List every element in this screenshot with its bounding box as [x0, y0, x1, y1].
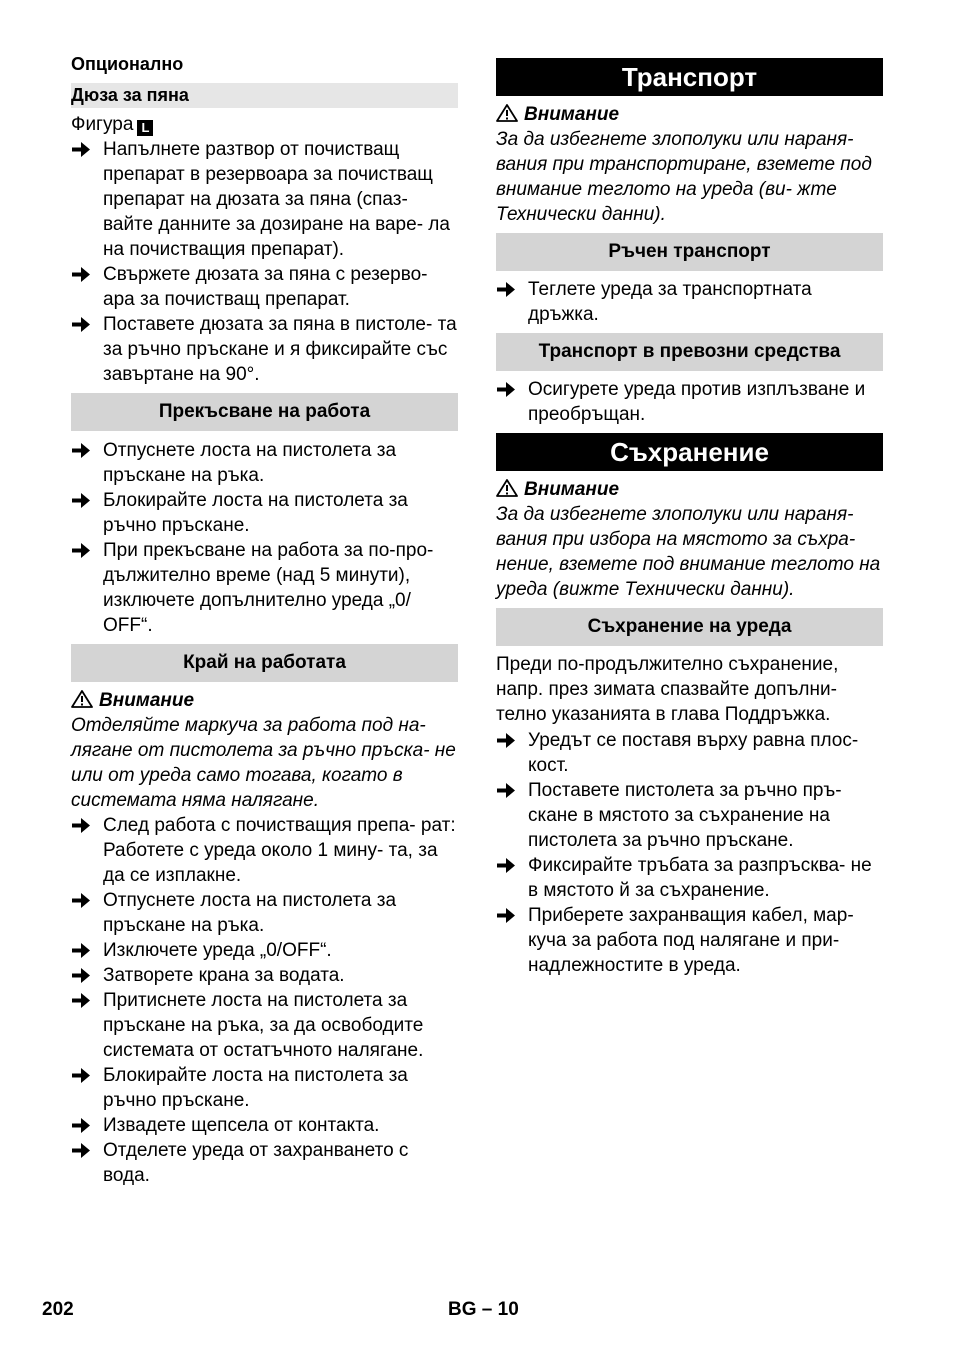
arrow-right-icon [71, 262, 93, 287]
arrow-right-icon [71, 888, 93, 913]
list-item: Затворете крана за водата. [71, 963, 458, 988]
storage-heading: Съхранение [496, 433, 883, 471]
arrow-right-icon [71, 137, 93, 162]
device-storage-intro: Преди по-продължително съхранение, напр. през зимата спазвайте допълни- телно указанията в глава Поддръжка. [496, 654, 839, 725]
arrow-right-icon [71, 963, 93, 988]
list-item: Изключете уреда „0/OFF“. [71, 938, 458, 963]
list-item: Осигурете уреда против изплъзване и преобръщан. [496, 377, 883, 427]
end-warning [71, 688, 458, 813]
warning-text: За да избегнете злополуки или нараня- вания при транспортиране, вземете под внимание теглото на уреда (ви- жте Технически данни). [496, 129, 872, 225]
list-item: Теглете уреда за транспортната дръжка. [496, 277, 883, 327]
warning-triangle-icon [496, 104, 518, 122]
vehicle-transport-heading: Транспорт в превозни средства [496, 333, 883, 371]
warning-heading: Внимание [496, 477, 883, 502]
list-item: Поставете дюзата за пяна в пистоле- та за ръчно пръскане и я фиксирайте със завъртане на 90°. [71, 312, 458, 387]
device-storage-list [496, 728, 883, 978]
end-steps-list [71, 813, 458, 1188]
figure-letter-box: L [137, 120, 153, 136]
vehicle-transport-list [496, 377, 883, 427]
list-item: Блокирайте лоста на пистолета за ръчно пръскане. [71, 488, 458, 538]
transport-heading: Транспорт [496, 58, 883, 96]
list-item: След работа с почистващия препа- рат: Работете с уреда около 1 мину- та, за да се изплакне. [71, 813, 458, 888]
figure-reference [71, 112, 153, 137]
arrow-right-icon [71, 538, 93, 563]
end-of-work-heading: Край на работата [71, 644, 458, 682]
arrow-right-icon [496, 377, 518, 402]
warning-text: За да избегнете злополуки или нараня- вания при избора на мястото за съхра- нение, вземете под внимание теглото на уреда (вижте Технически данни). [496, 504, 881, 600]
interrupt-work-heading: Прекъсване на работа [71, 393, 458, 431]
device-storage-heading: Съхранение на уреда [496, 608, 883, 646]
foam-nozzle-subheading: Дюза за пяна [71, 83, 458, 108]
list-item: Отпуснете лоста на пистолета за пръскане на ръка. [71, 888, 458, 938]
storage-warning [496, 477, 883, 602]
optional-heading: Опционално [71, 54, 184, 74]
list-item: Поставете пистолета за ръчно пръ- скане в мястото за съхранение на пистолета за ръчно пръскане. [496, 778, 883, 853]
transport-warning [496, 102, 883, 227]
list-item: Напълнете разтвор от почистващ препарат в резервоара за почистващ препарат на дюзата за пяна (спаз- вайте данните за дозиране на варе- ла на почистващия препарат). [71, 137, 458, 262]
section-label: BG – 10 [448, 1299, 519, 1320]
manual-transport-list [496, 277, 883, 327]
manual-transport-heading: Ръчен транспорт [496, 233, 883, 271]
arrow-right-icon [496, 903, 518, 928]
arrow-right-icon [71, 988, 93, 1013]
list-item: Уредът се поставя върху равна плос- кост. [496, 728, 883, 778]
list-item: Притиснете лоста на пистолета за пръскане на ръка, за да освободите системата от остатъчното налягане. [71, 988, 458, 1063]
list-item: Блокирайте лоста на пистолета за ръчно пръскане. [71, 1063, 458, 1113]
arrow-right-icon [71, 1063, 93, 1088]
warning-heading: Внимание [496, 102, 883, 127]
arrow-right-icon [496, 778, 518, 803]
list-item: Фиксирайте тръбата за разпръсква- не в мястото й за съхранение. [496, 853, 883, 903]
warning-text: Отделяйте маркуча за работа под на- лягане от пистолета за ръчно пръска- не или от уреда само тогава, когато в системата няма налягане. [71, 715, 456, 811]
arrow-right-icon [71, 312, 93, 337]
arrow-right-icon [496, 853, 518, 878]
figure-label: Фигура [71, 114, 134, 135]
list-item: Свържете дюзата за пяна с резерво- ара за почистващ препарат. [71, 262, 458, 312]
page-number: 202 [42, 1299, 74, 1320]
arrow-right-icon [71, 438, 93, 463]
list-item: Извадете щепсела от контакта. [71, 1113, 458, 1138]
foam-steps-list [71, 137, 458, 387]
list-item: Отпуснете лоста на пистолета за пръскане на ръка. [71, 438, 458, 488]
arrow-right-icon [496, 728, 518, 753]
arrow-right-icon [71, 1113, 93, 1138]
arrow-right-icon [71, 938, 93, 963]
arrow-right-icon [71, 1138, 93, 1163]
warning-triangle-icon [71, 690, 93, 708]
arrow-right-icon [71, 813, 93, 838]
arrow-right-icon [71, 488, 93, 513]
list-item: При прекъсване на работа за по-про- дължително време (над 5 минути), изключете допълнително уреда „0/ OFF“. [71, 538, 458, 638]
warning-triangle-icon [496, 479, 518, 497]
arrow-right-icon [496, 277, 518, 302]
interrupt-steps-list [71, 438, 458, 638]
list-item: Приберете захранващия кабел, мар- куча за работа под налягане и при- надлежностите в уреда. [496, 903, 883, 978]
warning-heading: Внимание [71, 688, 458, 713]
list-item: Отделете уреда от захранването с вода. [71, 1138, 458, 1188]
